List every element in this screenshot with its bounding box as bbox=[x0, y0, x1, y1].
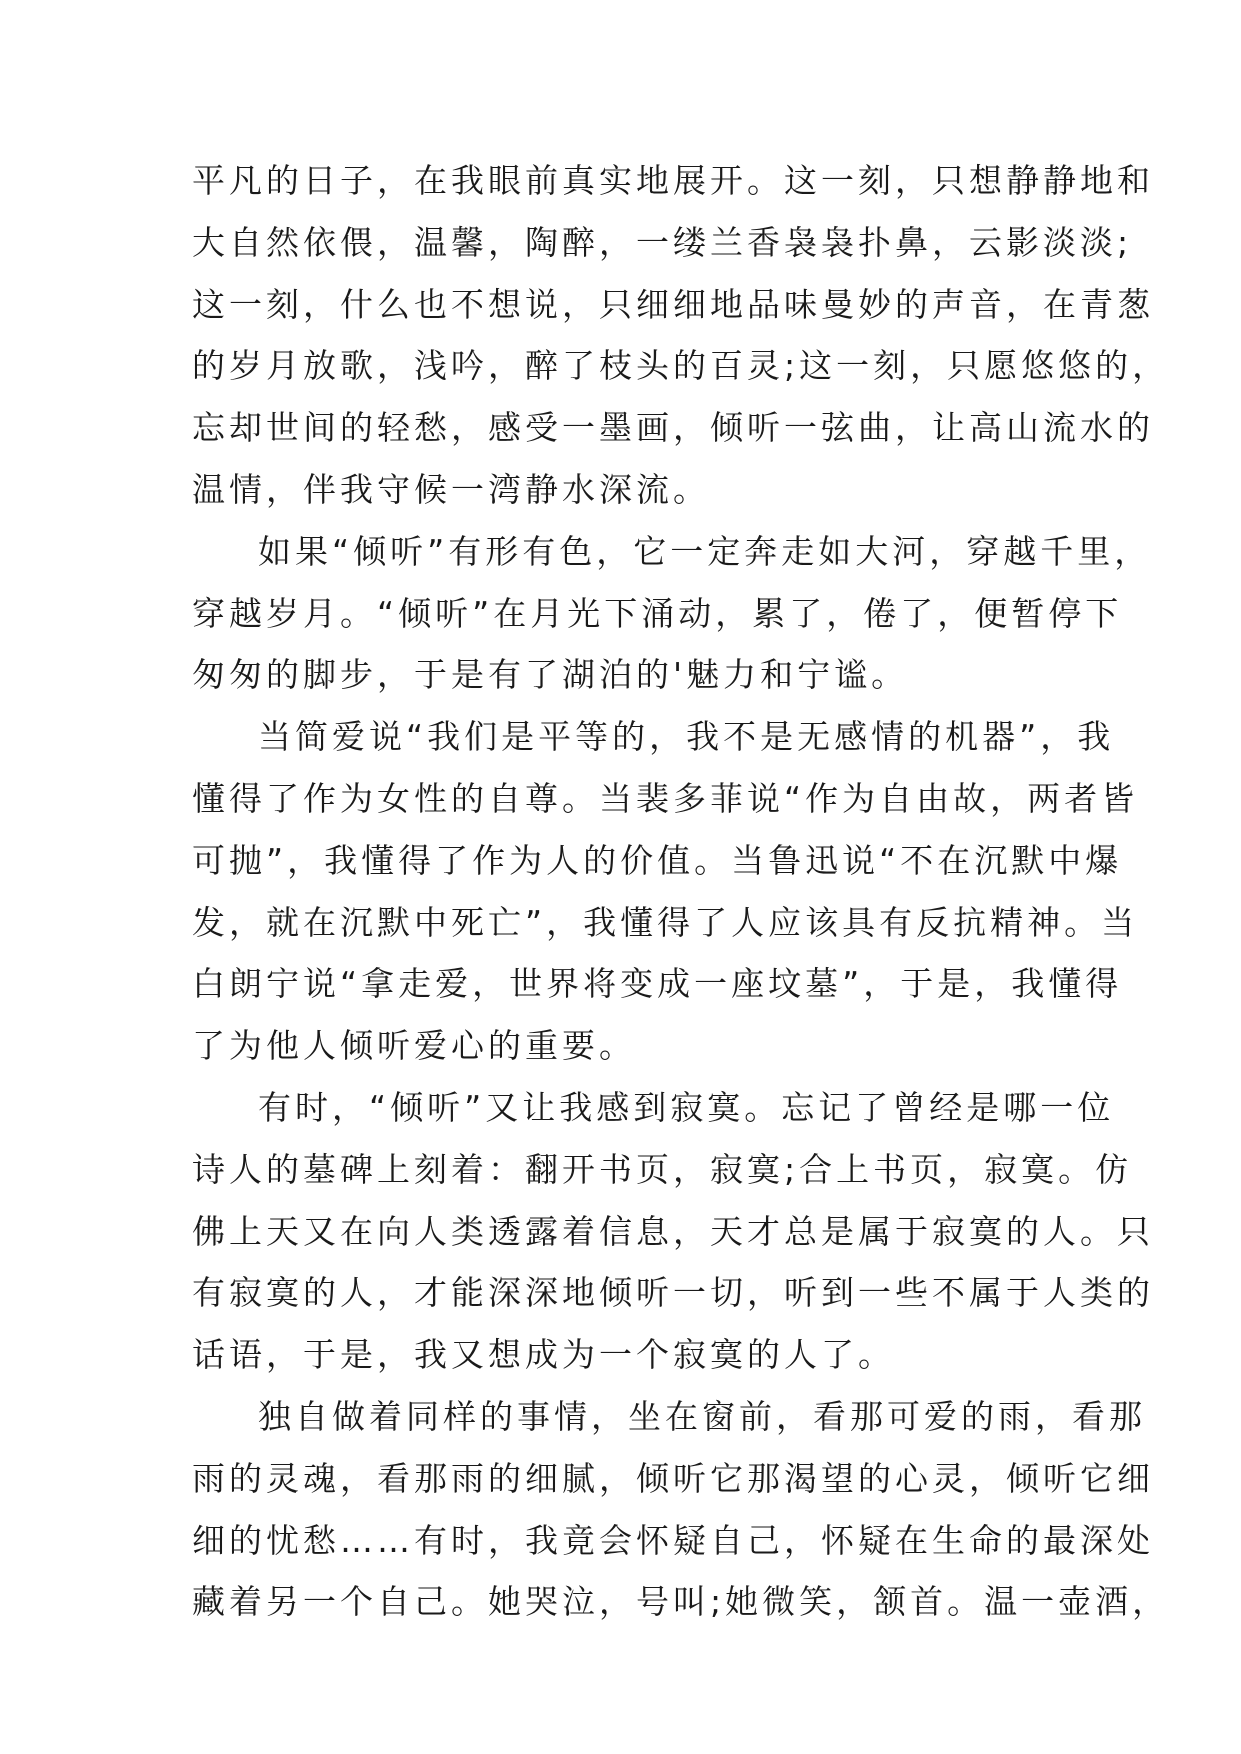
text-line: 佛上天又在向人类透露着信息，天才总是属于寂寞的人。只 bbox=[192, 1211, 1154, 1251]
text-line: 发，就在沉默中死亡”，我懂得了人应该具有反抗精神。当 bbox=[192, 902, 1139, 942]
text-line: 这一刻，什么也不想说，只细细地品味曼妙的声音，在青葱 bbox=[192, 284, 1154, 324]
text-line: 如果“倾听”有形有色，它一定奔走如大河，穿越千里， bbox=[258, 531, 1152, 571]
text-line: 可抛”，我懂得了作为人的价值。当鲁迅说“不在沉默中爆 bbox=[192, 840, 1123, 880]
body-text bbox=[192, 150, 1170, 1633]
text-line: 有时，“倾听”又让我感到寂寞。忘记了曾经是哪一位 bbox=[258, 1087, 1115, 1127]
text-line: 了为他人倾听爱心的重要。 bbox=[192, 1026, 636, 1066]
text-line: 穿越岁月。“倾听”在月光下涌动，累了，倦了，便暂停下 bbox=[192, 593, 1123, 633]
text-line: 细的忧愁……有时，我竟会怀疑自己，怀疑在生命的最深处 bbox=[192, 1520, 1154, 1560]
text-line: 诗人的墓碑上刻着：翻开书页，寂寞;合上书页，寂寞。仿 bbox=[192, 1149, 1133, 1189]
text-line: 白朗宁说“拿走爱，世界将变成一座坟墓”，于是，我懂得 bbox=[192, 964, 1123, 1004]
text-line: 的岁月放歌，浅吟，醉了枝头的百灵;这一刻，只愿悠悠的， bbox=[192, 346, 1170, 386]
text-line: 忘却世间的轻愁，感受一墨画，倾听一弦曲，让高山流水的 bbox=[192, 408, 1154, 448]
text-line: 大自然依偎，温馨，陶醉，一缕兰香袅袅扑鼻，云影淡淡; bbox=[192, 222, 1133, 262]
text-line: 雨的灵魂，看那雨的细腻，倾听它那渴望的心灵，倾听它细 bbox=[192, 1458, 1154, 1498]
text-line: 话语，于是，我又想成为一个寂寞的人了。 bbox=[192, 1335, 895, 1375]
text-line: 藏着另一个自己。她哭泣，号叫;她微笑，颔首。温一壶酒， bbox=[192, 1582, 1170, 1622]
text-line: 当简爱说“我们是平等的，我不是无感情的机器”，我 bbox=[258, 717, 1115, 757]
text-line: 懂得了作为女性的自尊。当裴多菲说“作为自由故，两者皆 bbox=[192, 778, 1139, 818]
text-line: 有寂寞的人，才能深深地倾听一切，听到一些不属于人类的 bbox=[192, 1273, 1154, 1313]
text-line: 温情，伴我守候一湾静水深流。 bbox=[192, 469, 710, 509]
text-line: 匆匆的脚步，于是有了湖泊的'魅力和宁谧。 bbox=[192, 655, 909, 695]
text-line: 独自做着同样的事情，坐在窗前，看那可爱的雨，看那 bbox=[258, 1396, 1146, 1436]
text-line: 平凡的日子，在我眼前真实地展开。这一刻，只想静静地和 bbox=[192, 161, 1154, 200]
